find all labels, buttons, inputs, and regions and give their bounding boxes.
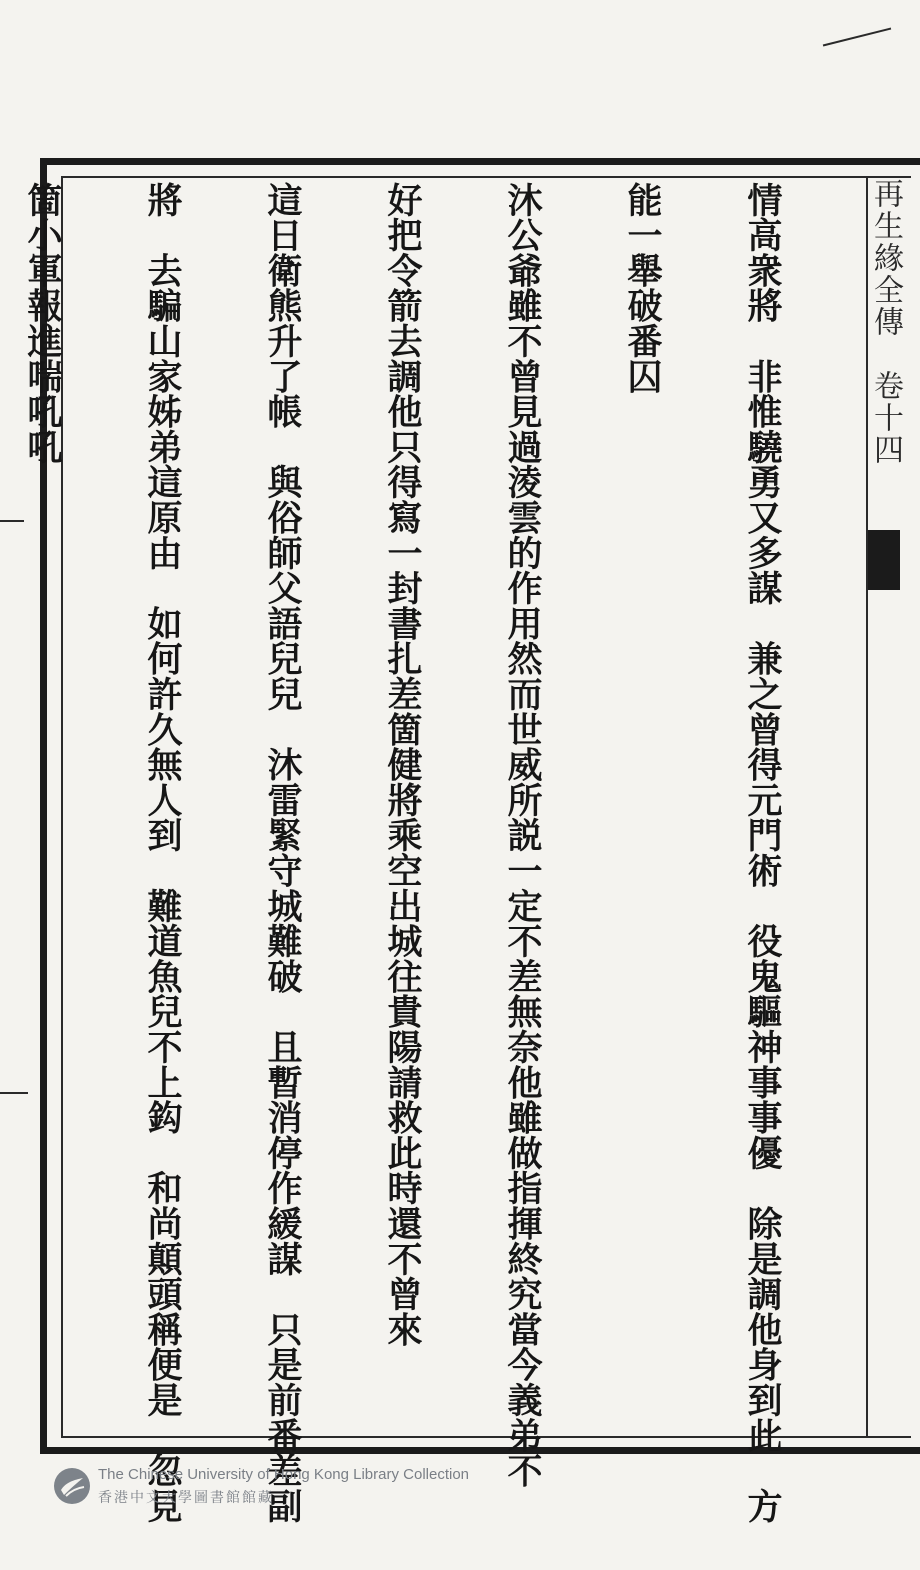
fishtail-mark <box>868 530 900 590</box>
text-column: 能一舉破番囚 <box>622 182 663 394</box>
watermark-chinese: 香港中文大學圖書館館藏 <box>98 1490 274 1506</box>
text-column: 情高衆將 非惟驍勇又多謀 兼之曾得元門術 役鬼驅神事事優 除是調他身到此 方 <box>742 182 783 1524</box>
watermark-english: The Chinese University of Hong Kong Library Collection <box>98 1466 470 1483</box>
ink-mark <box>823 28 891 47</box>
library-logo-icon <box>52 1466 92 1506</box>
text-column: 好把令箭去調他只得寫一封書扎差箇健將乘空出城往貴陽請救此時還不曾來 <box>382 182 423 1347</box>
text-column: 這日衛熊升了帳 與俗師父語兒兒 沐雷緊守城難破 且暫消停作緩謀 只是前番差副 <box>262 182 303 1524</box>
text-column: 箇小軍報進喘吼吼 <box>22 182 63 465</box>
text-column: 沐公爺雖不曾見過淩雲的作用然而世威所説一定不差無奈他雖做指揮終究當今義弟不 <box>502 182 543 1489</box>
text-column: 將 去騙山家姊弟這原由 如何許久無人到 難道魚兒不上鈎 和尚顛頭稱便是 忽見 <box>142 182 183 1524</box>
margin-label: 再生緣全傳 卷十四 <box>868 178 903 466</box>
